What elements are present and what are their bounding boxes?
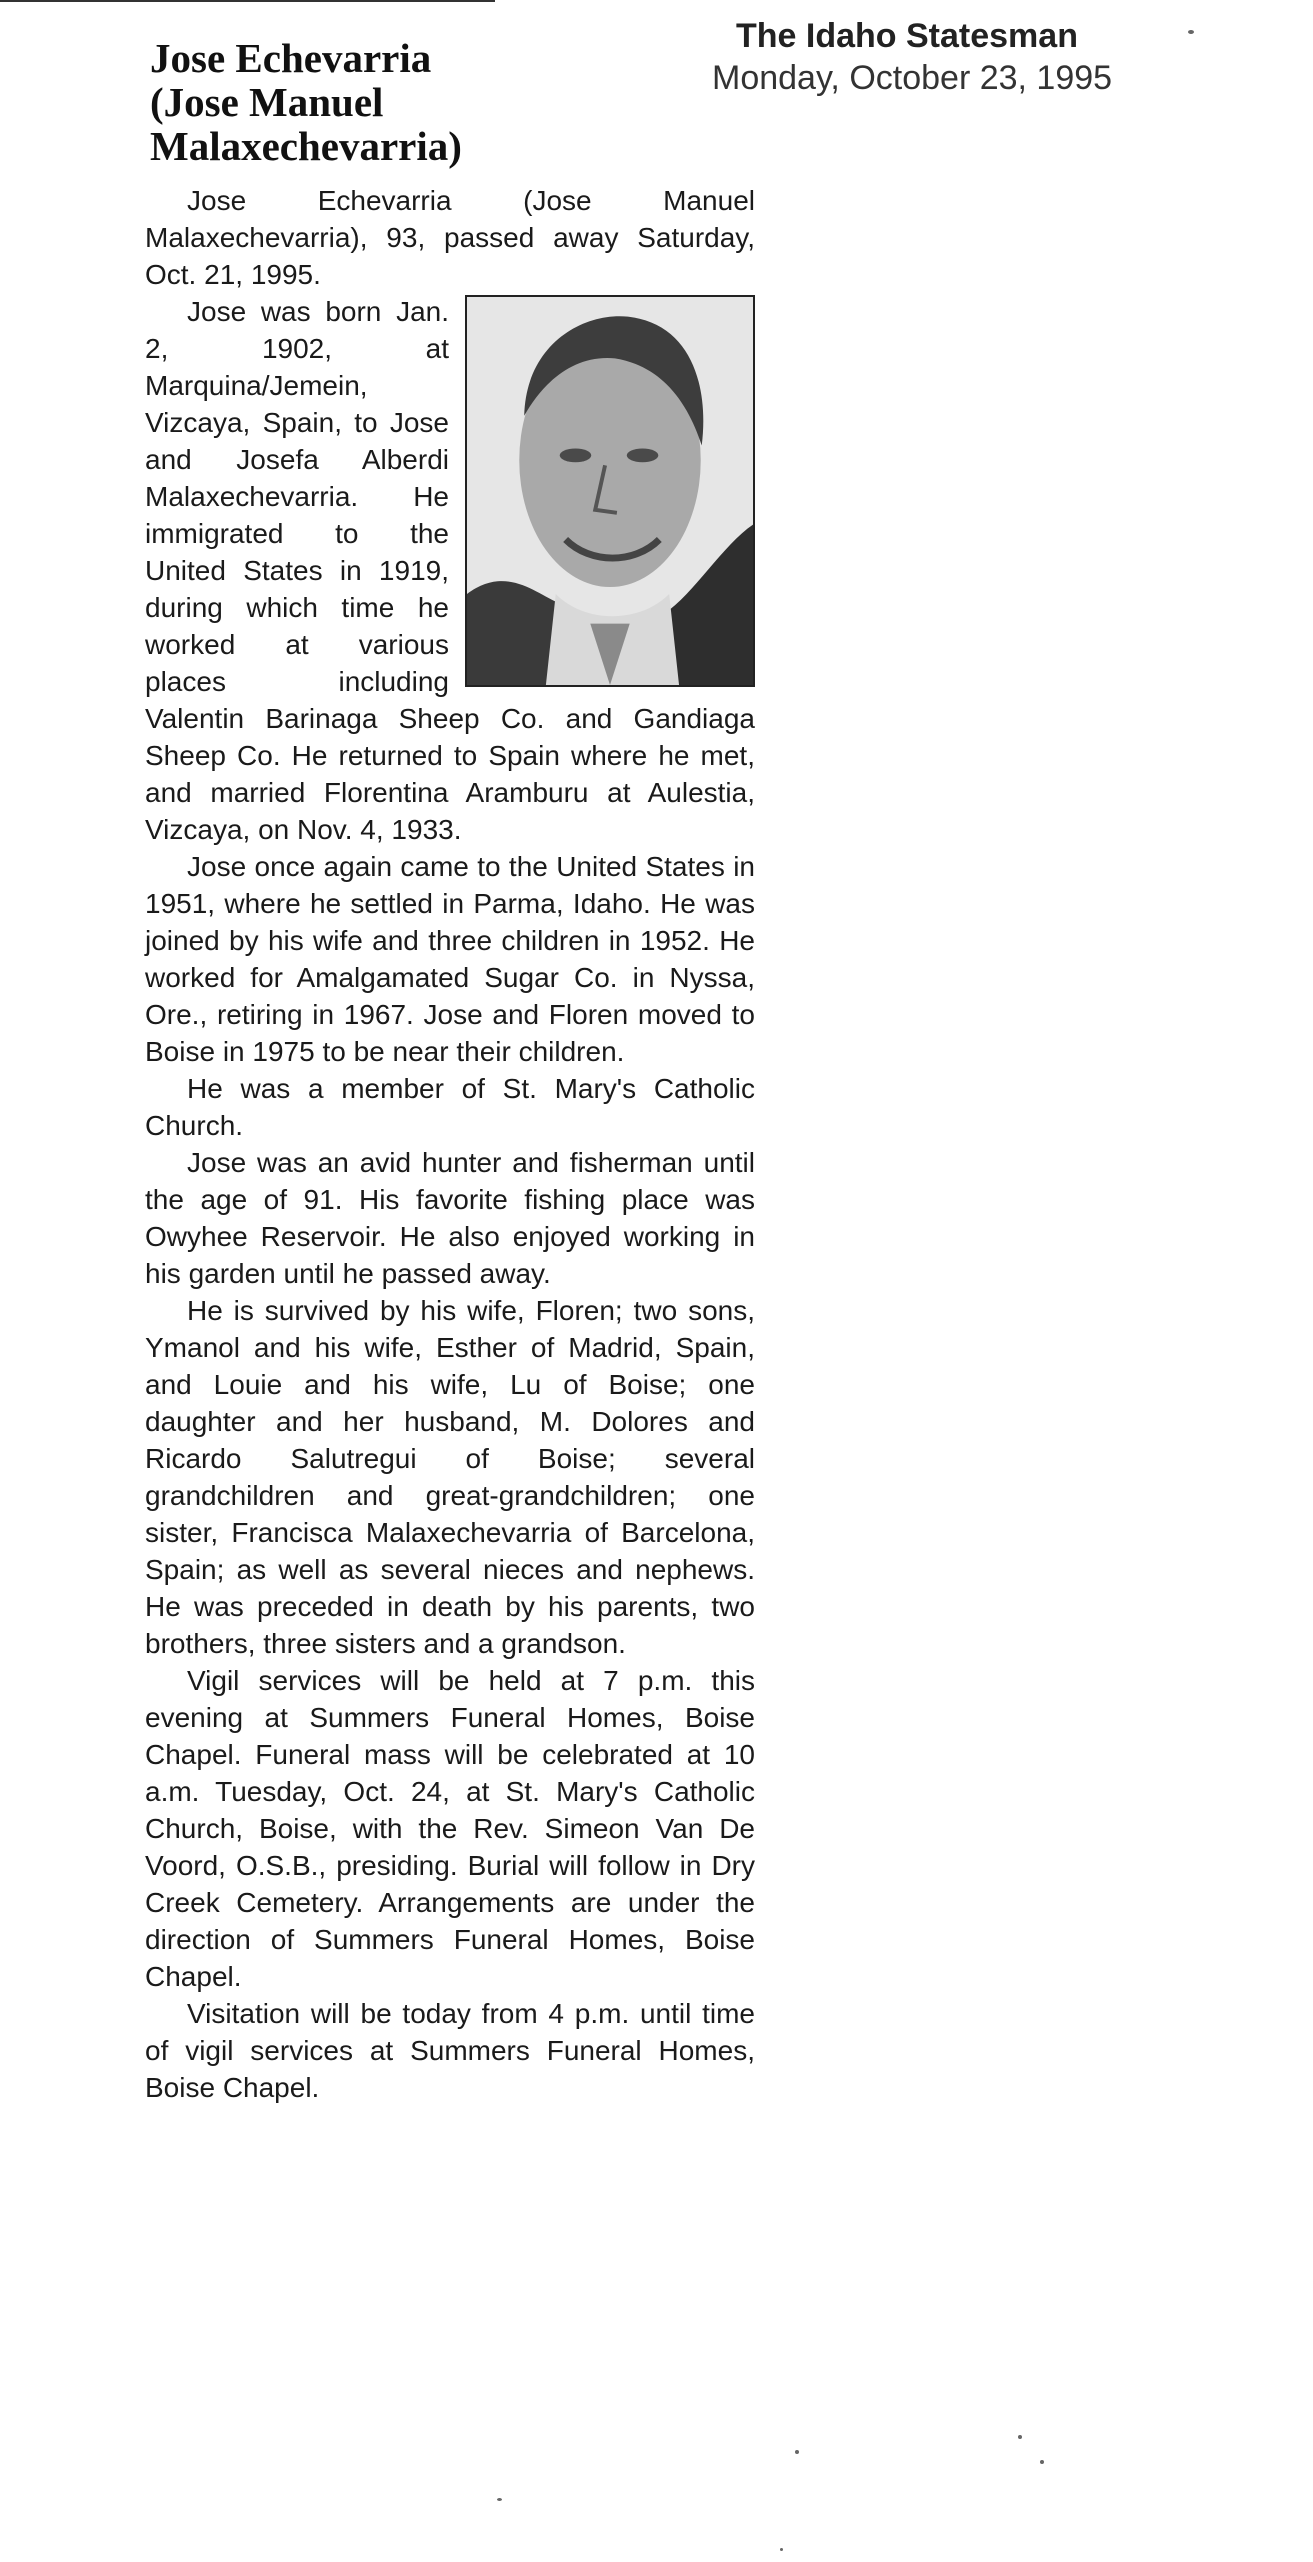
scan-speck	[780, 2548, 783, 2551]
publication-date: Monday, October 23, 1995	[712, 59, 1113, 97]
paragraph-survivors: He is survived by his wife, Floren; two sons, Ymanol and his wife, Esther of Madrid, Spain, and Louie and his wife, Lu of Boise; one daughter and her husband, M. Dolores and Ricardo Salutregui of Boise; several grandchildren and great-grandchildren; one sister, Francisca Malaxechevarria of Barcelona, Spain; as well as several nieces and nephews. He was preceded in death by his parents, two brothers, three sisters and a grandson.	[145, 1295, 755, 1659]
paragraph-visitation: Visitation will be today from 4 p.m. until time of vigil services at Summers Funeral Homes, Boise Chapel.	[145, 1998, 755, 2103]
obituary-body	[145, 182, 755, 2106]
newspaper-name: The Idaho Statesman	[736, 17, 1078, 55]
scan-speck	[1018, 2435, 1022, 2439]
headline-line-2: (Jose Manuel	[150, 79, 384, 125]
top-rule	[0, 0, 495, 2]
headline-line-3: Malaxechevarria)	[150, 123, 462, 169]
scan-speck	[1040, 2460, 1044, 2464]
scan-speck	[795, 2450, 799, 2454]
obituary-headline	[150, 36, 590, 168]
portrait-photo-icon	[465, 295, 755, 687]
headline-line-1: Jose Echevarria	[150, 35, 432, 81]
scan-speck	[1188, 30, 1194, 34]
scan-speck	[497, 2498, 502, 2501]
paragraph-birth: Jose was born Jan. 2, 1902, at Marquina/Jemein, Vizcaya, Spain, to Jose and Josefa Alberdi Malaxechevarria. He immigrated to the United States in 1919, during which time he worked at various places including Valentin Barinaga Sheep Co. and Gandiaga Sheep Co. He returned to Spain where he met, and married Florentina Aramburu at Aulestia, Vizcaya, on Nov. 4, 1933.	[145, 296, 755, 845]
masthead	[712, 14, 1272, 98]
paragraph-hobbies: Jose was an avid hunter and fisherman until the age of 91. His favorite fishing place was Owyhee Reservoir. He also enjoyed working in his garden until he passed away.	[145, 1147, 755, 1289]
paragraph-return: Jose once again came to the United States in 1951, where he settled in Parma, Idaho. He was joined by his wife and three children in 1952. He worked for Amalgamated Sugar Co. in Nyssa, Ore., retiring in 1967. Jose and Floren moved to Boise in 1975 to be near their children.	[145, 851, 755, 1067]
paragraph-intro: Jose Echevarria (Jose Manuel Malaxechevarria), 93, passed away Saturday, Oct. 21, 1995.	[145, 185, 755, 290]
paragraph-church: He was a member of St. Mary's Catholic Church.	[145, 1073, 755, 1141]
paragraph-services: Vigil services will be held at 7 p.m. this evening at Summers Funeral Homes, Boise Chapel. Funeral mass will be celebrated at 10 a.m. Tuesday, Oct. 24, at St. Mary's Catholic Church, Boise, with the Rev. Simeon Van De Voord, O.S.B., presiding. Burial will follow in Dry Creek Cemetery. Arrangements are under the direction of Summers Funeral Homes, Boise Chapel.	[145, 1665, 755, 1992]
